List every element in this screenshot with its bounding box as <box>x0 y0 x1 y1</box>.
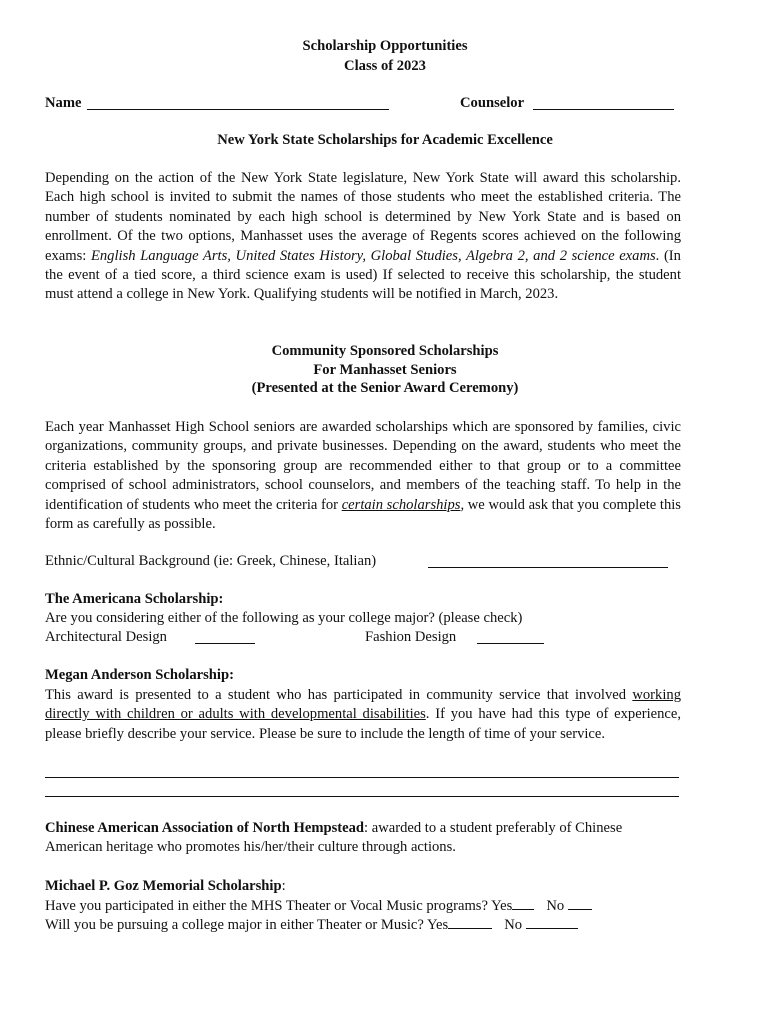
megan-response-line-1[interactable] <box>45 777 679 778</box>
nys-paragraph: Depending on the action of the New York State legislature, New York State will award this scholarship. Each high school is invited to submit the names of those students who meet the established criteria. The number of students nominated by each high school is determined by New York State and is based on enrollment. Of the two options, Manhasset uses the average of Regents scores achieved on the following exams: English Language Arts, United States History, Global Studies, Algebra 2, and 2 science exams. (In the event of a tied score, a third science exam is used) If selected to receive this scholarship, the student must attend a college in New York. Qualifying students will be notified in March, 2023. <box>45 170 681 303</box>
community-paragraph: Each year Manhasset High School seniors are awarded scholarships which are sponsored by families, civic organizations, community groups, and private businesses. Depending on the award, students who meet the criteria established by the sponsoring group are recommended either to that group or to a committee comprised of school administrators, school counselors, and members of the teaching staff. To help in the identification of students who meet the criteria for certain scholarships, we would ask that you complete this form as carefully as possible. <box>45 419 681 533</box>
goz-title: Michael P. Goz Memorial Scholarship: <box>45 878 286 894</box>
architectural-design-label: Architectural Design <box>45 629 167 645</box>
goz-q1-no-blank[interactable] <box>568 897 592 910</box>
community-heading-2: For Manhasset Seniors <box>313 362 457 378</box>
counselor-field[interactable] <box>533 95 674 110</box>
americana-title: The Americana Scholarship: <box>45 591 224 607</box>
community-heading-3: (Presented at the Senior Award Ceremony) <box>251 380 519 396</box>
architectural-design-check[interactable] <box>195 629 255 644</box>
name-field[interactable] <box>87 95 389 110</box>
goz-q2-yes-blank[interactable] <box>448 916 492 929</box>
americana-question: Are you considering either of the following as your college major? (please check) <box>45 610 523 626</box>
name-field-label: Name <box>45 95 82 111</box>
community-heading-1: Community Sponsored Scholarships <box>271 343 499 359</box>
chinese-paragraph: Chinese American Association of North Hempstead: awarded to a student preferably of Chinese American heritage who promotes his/her/their culture through actions. <box>45 820 623 856</box>
megan-response-line-2[interactable] <box>45 796 679 797</box>
fashion-design-label: Fashion Design <box>365 629 457 645</box>
megan-title: Megan Anderson Scholarship: <box>45 667 234 683</box>
ethnic-background-field[interactable] <box>428 553 668 568</box>
goz-q1-yes-blank[interactable] <box>512 897 534 910</box>
ethnic-background-label: Ethnic/Cultural Background (ie: Greek, Chinese, Italian) <box>45 553 377 569</box>
counselor-field-label: Counselor <box>460 95 525 111</box>
goz-question-1: Have you participated in either the MHS Theater or Vocal Music programs? Yes No <box>45 897 592 915</box>
fashion-design-check[interactable] <box>477 629 544 644</box>
goz-q2-no-blank[interactable] <box>526 916 578 929</box>
page-subtitle: Class of 2023 <box>344 58 426 74</box>
nys-heading: New York State Scholarships for Academic Excellence <box>217 132 553 148</box>
megan-paragraph: This award is presented to a student who has participated in community service that involved working directly with children or adults with developmental disabilities. If you have had this type of experience, please briefly describe your service. Please be sure to include the length of time of your service. <box>45 687 681 742</box>
page-title: Scholarship Opportunities <box>302 38 468 54</box>
goz-question-2: Will you be pursuing a college major in either Theater or Music? Yes No <box>45 916 578 934</box>
